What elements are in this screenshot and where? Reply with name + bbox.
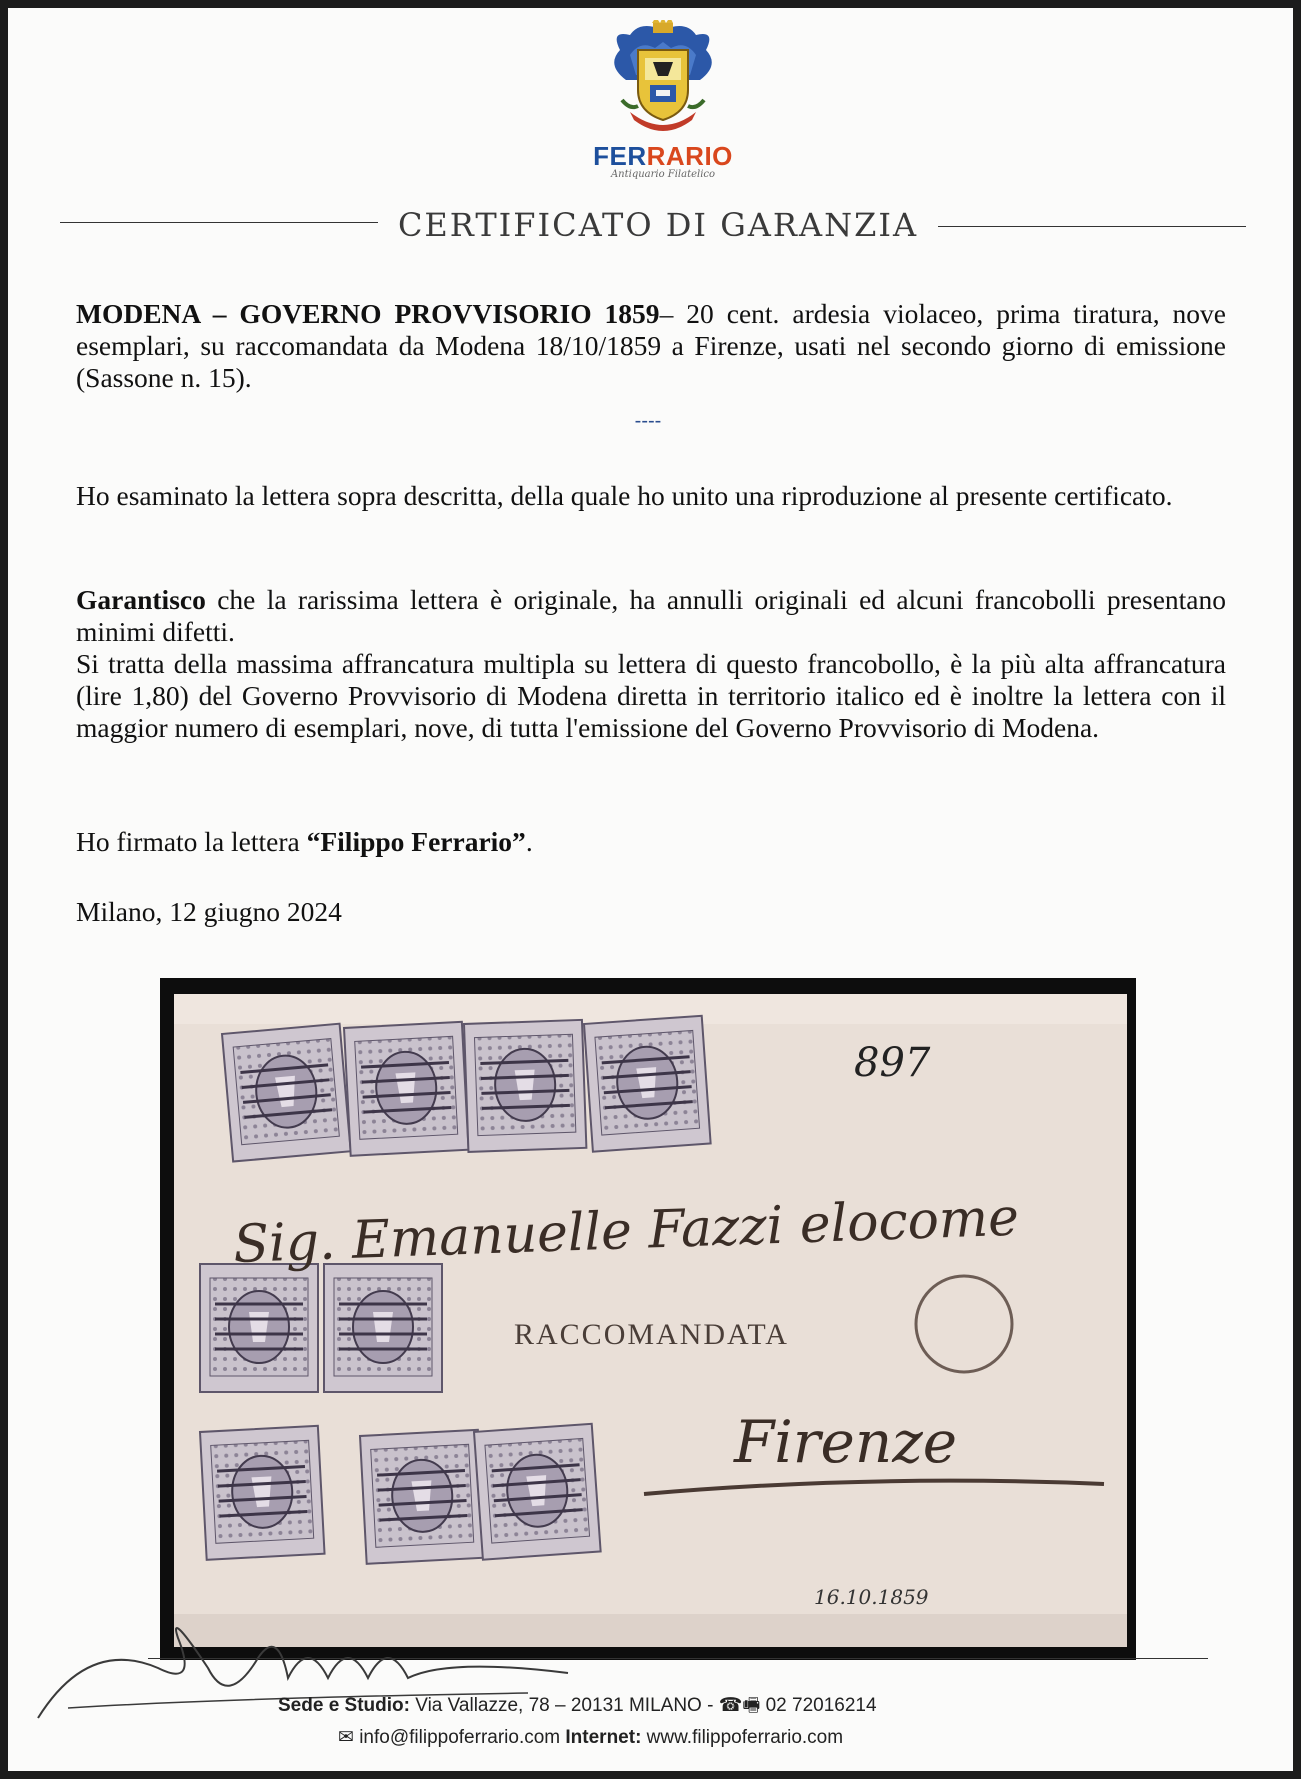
email-link[interactable]: info@filippoferrario.com <box>359 1727 561 1748</box>
letter-illustration <box>174 994 1127 1647</box>
letter-photo <box>174 994 1127 1647</box>
date-place: Milano, 12 giugno 2024 <box>76 896 342 927</box>
signed-prefix: Ho firmato la lettera <box>76 826 307 857</box>
section-separator: ---- <box>634 410 662 432</box>
title-rule-left <box>60 222 378 223</box>
website-link[interactable]: www.filippoferrario.com <box>641 1727 844 1748</box>
office-label: Sede e Studio: <box>278 1695 410 1716</box>
guarantee-bold: Garantisco <box>76 584 206 615</box>
description-text: – 20 cent. ardesia violaceo, prima tiratura, nove esemplari, su raccomandata da Modena 18/10/1859 a Firenze, usati nel secondo giorno di emissione (Sassone n. 15). <box>76 298 1226 393</box>
internet-label: Internet: <box>565 1727 642 1748</box>
letter-number: 897 <box>854 1040 931 1086</box>
ferrario-coat-of-arms-logo <box>600 20 726 138</box>
signed-name: “Filippo Ferrario” <box>306 826 526 857</box>
signed-suffix: . <box>525 826 533 857</box>
letter-signature-date: 16.10.1859 <box>814 1585 929 1609</box>
brand-name-part2: RARIO <box>646 141 733 171</box>
letter-addressee: Sig. Emanuelle Fazzi elocome <box>232 1187 1020 1275</box>
stamp-row-top <box>222 1016 711 1162</box>
raccomandata-handstamp: RACCOMANDATA <box>514 1318 789 1351</box>
footer-rule <box>148 1658 1208 1659</box>
brand-name-part1: FER <box>593 141 647 171</box>
stamp-description <box>76 298 1226 394</box>
guarantee-text: che la rarissima lettera è originale, ha annulli originali ed alcuni francobolli presentano minimi difetti. <box>76 584 1226 647</box>
details-statement: Si tratta della massima affrancatura multipla su lettera di questo francobollo, è la più alta affrancatura (lire 1,80) del Governo Provvisorio di Modena diretta in territorio italico ed è inoltre la lettera con il maggior numero di esemplari, nove, di tutta l'emissione del Governo Provvisorio di Modena. <box>76 648 1226 743</box>
certificate-title: CERTIFICATO DI GARANZIA <box>397 206 919 244</box>
title-rule-right <box>938 226 1246 227</box>
footer-contacts <box>338 1726 1138 1749</box>
description-heading: MODENA – GOVERNO PROVVISORIO 1859 <box>76 298 660 329</box>
signature-statement <box>76 826 1226 858</box>
footer-address <box>278 1691 1078 1723</box>
examination-statement: Ho esaminato la lettera sopra descritta, della quale ho unito una riproduzione al presente certificato. <box>76 480 1173 511</box>
office-address: Via Vallazze, 78 – 20131 MILANO - ☎🖷 02 72016214 <box>409 1695 877 1716</box>
stamp-row-bottom <box>200 1424 601 1564</box>
guarantee-statement <box>76 584 1226 648</box>
letter-photo-frame <box>160 978 1136 1660</box>
letter-destination: Firenze <box>734 1408 958 1476</box>
certificate-sheet <box>8 8 1293 1771</box>
envelope-icon: ✉ <box>338 1727 354 1748</box>
brand-tagline: Antiquario Filatelico <box>610 169 716 180</box>
brand-name <box>563 141 763 172</box>
